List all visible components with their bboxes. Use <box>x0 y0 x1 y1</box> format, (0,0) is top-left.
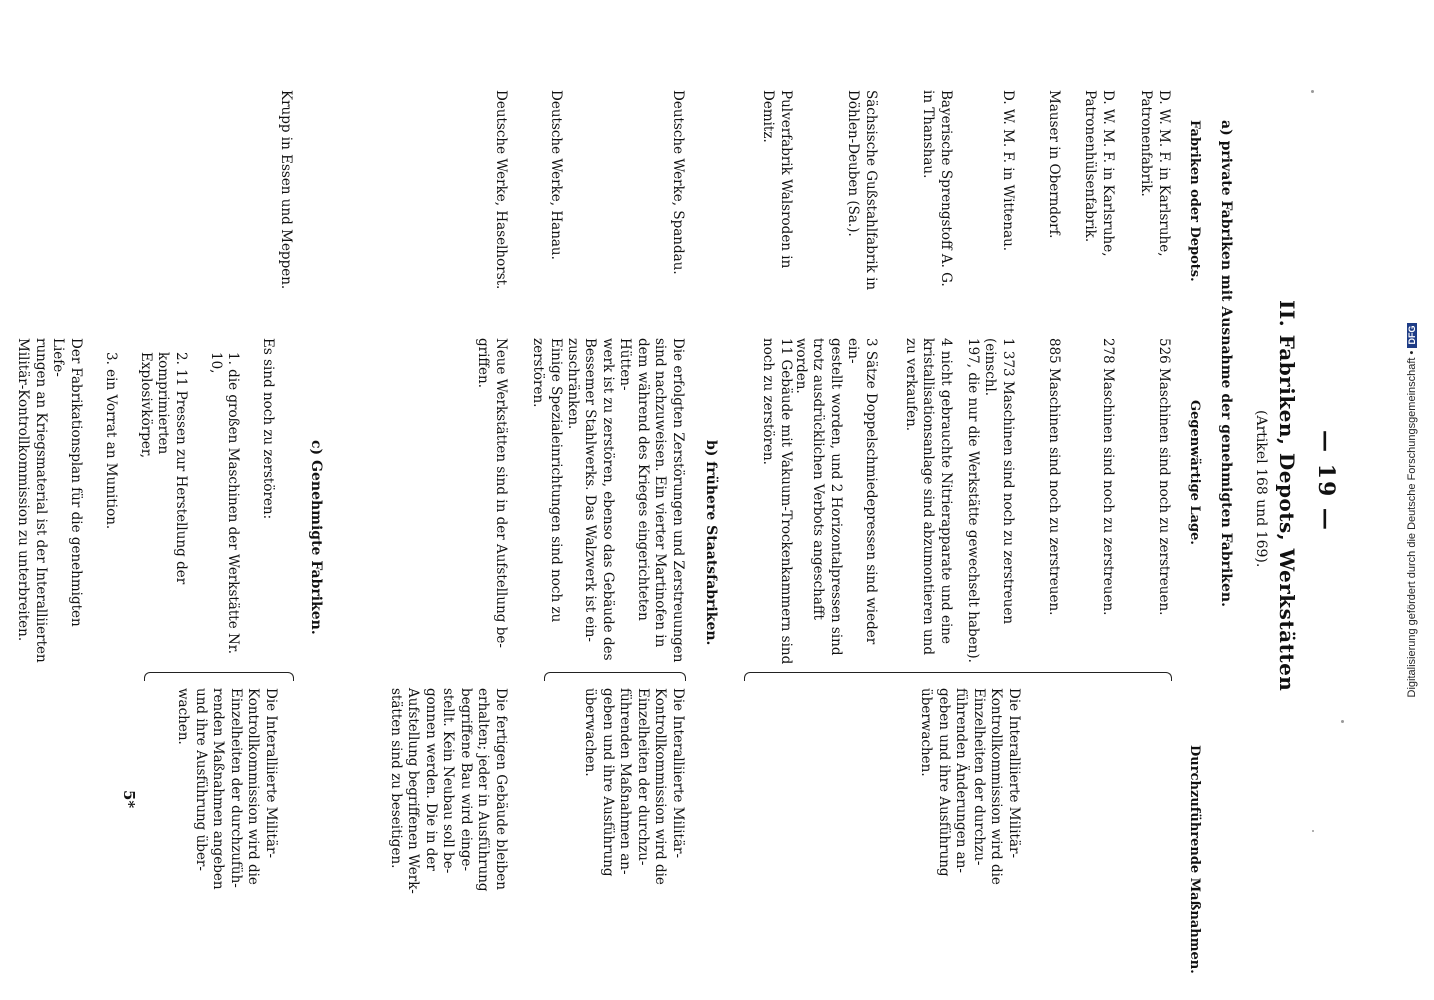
factory-a2: D. W. M. F. in Karlsruhe, Patronenhülsenfabrik. <box>1082 90 1116 257</box>
page-subtitle: (Artikel 168 und 169). <box>1253 410 1269 568</box>
page-title: II. Fabriken, Depots, Werkstätten <box>1275 300 1299 692</box>
scan-speck <box>1312 830 1314 832</box>
status-a5: 4 nicht gebrauchte Nitrierapparate und eine kristallisationsanlage sind abzumontieren und zu verkaufen. <box>903 338 954 655</box>
measure-b2: Die fertigen Gebäude bleiben erhalten; jeder in Ausführung begriffene Bau wird einge- stellt. Kein Neubau soll be- gonnen werden. Die in der Aufstellung begriffenen Werk- stätten sind zu beseitigen. <box>388 688 509 894</box>
brace-section-b <box>544 672 686 681</box>
status-a7: 11 Gebäude mit Vakuum-Trockenkammern sind noch zu zerstören. <box>760 338 794 665</box>
measure-c: Die Interalliierte Militär- Kontrollkommission wird die Einzelheiten der durchzufüh- renden Maßnahmen angeben und ihre Ausführung über- wachen. <box>175 688 279 890</box>
status-a3: 885 Maschinen sind noch zu zerstreuen. <box>1046 338 1062 616</box>
status-b3: Neue Werkstätten sind in der Aufstellung be- griffen. <box>475 338 509 648</box>
brace-section-c <box>144 672 294 681</box>
measure-a: Die Interalliierte Militär- Kontrollkommission wird die Einzelheiten der durchzu- führenden Änderungen an- geben und ihre Ausführung überwachen. <box>918 688 1022 885</box>
digitization-notice-text: Digitalisierung gefördert durch die Deutsche Forschungsgemeinschaft • <box>1406 350 1418 698</box>
factory-b1: Deutsche Werke, Spandau. <box>670 90 686 275</box>
scan-speck <box>1311 90 1314 93</box>
scan-speck <box>1341 720 1344 723</box>
factory-c1: Krupp in Essen und Meppen. <box>278 90 294 290</box>
digitization-notice <box>1406 120 1426 900</box>
status-c1-tail: Der Fabrikationsplan für die genehmigten Liefe- rungen an Kriegsmaterial ist der Interalliierten Militär-Kontrollkommission zu unterbreiten. <box>15 338 84 663</box>
page-number: — 19 — <box>1313 430 1339 532</box>
status-c1 <box>0 338 294 668</box>
factory-a7: Pulverfabrik Walsroden in Demitz. <box>760 90 794 269</box>
factory-b2: Deutsche Werke, Hanau. <box>548 90 564 260</box>
factory-a5: Bayerische Sprengstoff A. G. in Thanshau. <box>920 90 954 287</box>
status-a6: 3 Sätze Doppelschmiedepressen sind wieder ein- gestellt worden, und 2 Horizontalpressen sind trotz ausdrücklichen Verbots angeschafft worden. <box>793 338 879 656</box>
factory-a3: Mauser in Oberndorf. <box>1046 90 1062 239</box>
column-header-status: Gegenwärtige Lage. <box>1187 400 1202 545</box>
section-c-heading: c) Genehmigte Fabriken. <box>308 440 324 635</box>
dfg-logo: DFG <box>1407 323 1417 348</box>
status-c1-item-3: 3. ein Vorrat an Munition. <box>103 352 119 530</box>
status-a2: 278 Maschinen sind noch zu zerstreuen. <box>1100 338 1116 616</box>
column-header-factories: Fabriken oder Depots. <box>1187 120 1202 282</box>
factory-b3: Deutsche Werke, Haselhorst. <box>493 90 509 290</box>
brace-section-a <box>744 672 1172 681</box>
status-b1: Die erfolgten Zerstörungen und Zerstreuungen sind nachzuweisen. Ein vierter Martinofen in dem während des Krieges eingerichteten Hütten- werk ist zu zerstören, ebenso das Gebäude des Bessemer Stahlwerks. Das Walzwerk ist ein- zuschränken. <box>565 338 686 663</box>
column-header-measures: Durchzuführende Maßnahmen. <box>1187 745 1202 974</box>
factory-a6: Sächsische Gußstahlfabrik in Döhlen-Deuben (Sa.). <box>845 90 879 291</box>
status-a4: 1 373 Maschinen sind noch zu zerstreuen (einschl. 197, die nur die Werkstätte gewechselt haben). <box>965 338 1016 663</box>
status-c1-intro: Es sind noch zu zerstören: <box>260 338 277 520</box>
factory-a1: D. W. M. F. in Karlsruhe, Patronenfabrik. <box>1138 90 1172 257</box>
section-b-heading: b) frühere Staatsfabriken. <box>703 440 719 646</box>
section-a-heading: a) private Fabriken mit Ausnahme der genehmigten Fabriken. <box>1218 120 1234 607</box>
status-a1: 526 Maschinen sind noch zu zerstreuen. <box>1156 338 1172 616</box>
status-c1-item-2: 2. 11 Pressen zur Herstellung der komprimierten Explosivkörper, <box>138 352 189 585</box>
measure-b1: Die Interalliierte Militär- Kontrollkommission wird die Einzelheiten der durchzu- führenden Maßnahmen an- geben und ihre Ausführung überwachen. <box>582 688 686 885</box>
status-b2: Einige Spezialeinrichtungen sind noch zu zerstören. <box>530 338 564 623</box>
status-c1-item-1: 1. die großen Maschinen der Werkstätte Nr. 10, <box>208 352 242 655</box>
factory-a4: D. W. M. F. in Wittenau. <box>1000 90 1016 252</box>
signature-mark: 5* <box>120 790 138 809</box>
